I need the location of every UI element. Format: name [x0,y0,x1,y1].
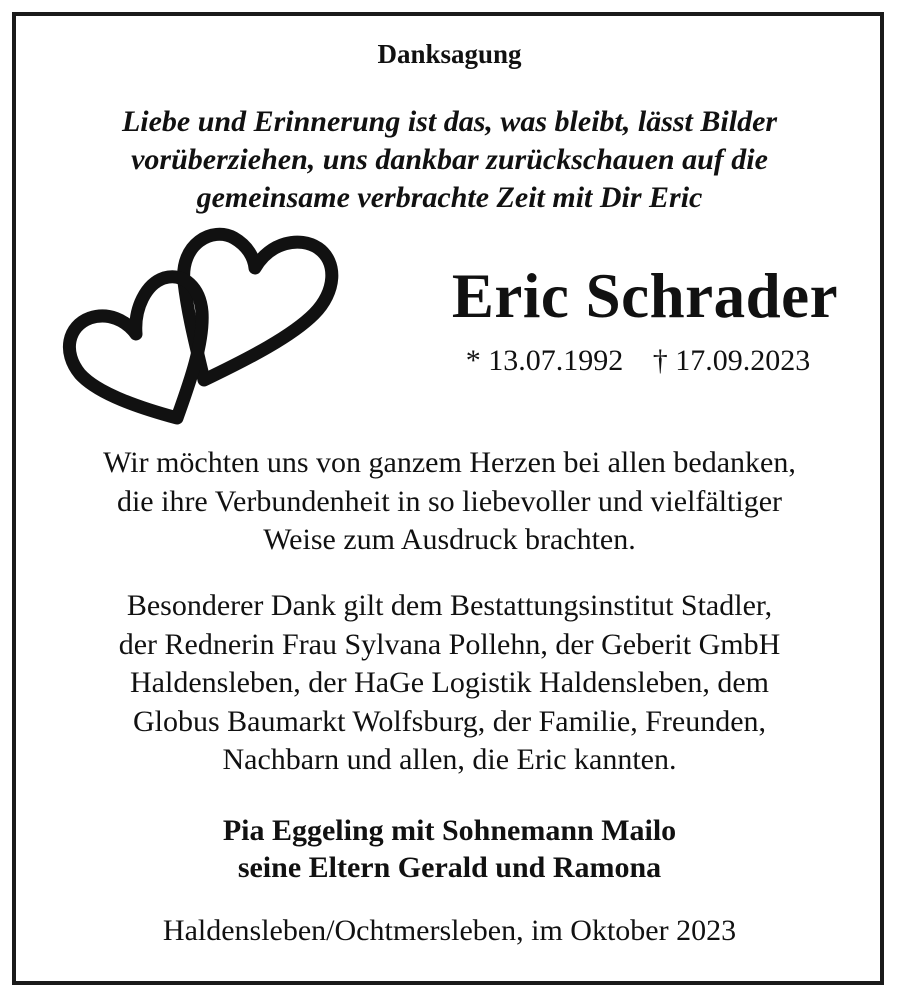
two-hearts-icon [62,222,347,427]
paragraph-line: Globus Baumarkt Wolfsburg, der Familie, Freunden, [132,704,767,738]
deceased-name: Eric Schrader [451,261,839,331]
birth-date: * 13.07.1992 [465,344,624,377]
quote-line: Liebe und Erinnerung ist das, was bleibt, lässt Bilder [121,105,778,138]
death-date: † 17.09.2023 [652,344,811,377]
paragraph-line: Haldensleben, der HaGe Logistik Haldensleben, dem [130,666,769,699]
quote-line: gemeinsame verbrachte Zeit mit Dir Eric [196,181,703,214]
paragraph-line: Wir möchten uns von ganzem Herzen bei allen bedanken, [103,446,796,479]
paragraph-line: Weise zum Ausdruck brachten. [263,523,636,556]
place-date: Haldensleben/Ochtmersleben, im Oktober 2023 [162,914,737,947]
thanks-special-paragraph [0,587,899,780]
memorial-quote [0,103,899,217]
paragraph-line: Nachbarn und allen, die Eric kannten. [222,743,677,776]
signer-line: Pia Eggeling mit Sohnemann Mailo [222,814,677,847]
paragraph-line: Besonderer Dank gilt dem Bestattungsinstitut Stadler, [126,589,773,622]
thanks-general-paragraph [0,444,899,560]
notice-heading: Danksagung [377,39,522,69]
paragraph-line: die ihre Verbundenheit in so liebevoller und vielfältiger [116,484,783,518]
signers-block [0,812,899,886]
signer-line: seine Eltern Gerald und Ramona [237,851,662,884]
life-dates [405,342,871,380]
paragraph-line: der Rednerin Frau Sylvana Pollehn, der Geberit GmbH [118,627,781,661]
quote-line: vorüberziehen, uns dankbar zurückschauen auf die [131,143,768,176]
